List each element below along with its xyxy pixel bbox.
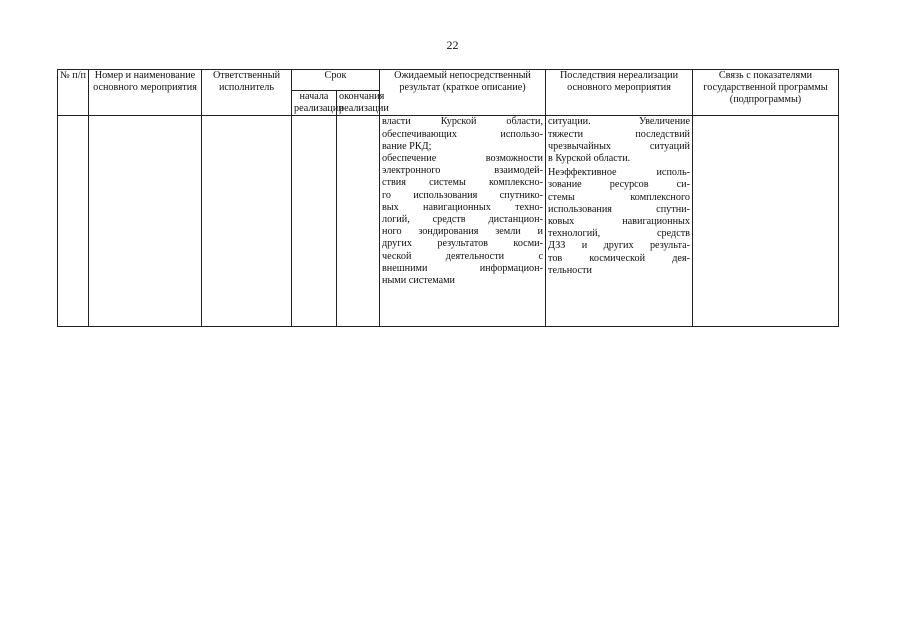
text-line: вых навигационных техно- bbox=[382, 201, 543, 213]
consequences-paragraph-1 bbox=[548, 116, 690, 165]
cell-consequences bbox=[546, 116, 693, 327]
text-line: го использования спутнико- bbox=[382, 189, 543, 201]
text-line: тяжести последствий bbox=[548, 128, 690, 140]
text-line: обеспечение возможности bbox=[382, 153, 543, 165]
page-number: 22 bbox=[446, 38, 459, 52]
text-line: вание РКД; bbox=[382, 140, 432, 152]
text-line: ного зондирования земли и bbox=[382, 226, 543, 238]
text-line: Неэффективное исполь- bbox=[548, 167, 690, 179]
activities-table bbox=[57, 69, 839, 327]
header-consequences: Последствия нереализации основного мероприятия bbox=[546, 70, 693, 116]
header-link: Связь с показателями государственной программы (подпрограммы) bbox=[693, 70, 839, 116]
text-line: ДЗЗ и других результа- bbox=[548, 240, 690, 252]
text-line: логий, средств дистанцион- bbox=[382, 214, 543, 226]
header-term-end: окончания реализации bbox=[337, 91, 380, 116]
text-line: других результатов косми- bbox=[382, 238, 543, 250]
text-line: ствия системы комплексно- bbox=[382, 177, 543, 189]
text-line: зование ресурсов си- bbox=[548, 179, 690, 191]
cell-link bbox=[693, 116, 839, 327]
text-line: ческой деятельности с bbox=[382, 250, 543, 262]
cell-term-start bbox=[292, 116, 337, 327]
header-term-start: начала реализации bbox=[292, 91, 337, 116]
table-row bbox=[58, 116, 839, 327]
text-line: электронного взаимодей- bbox=[382, 165, 543, 177]
cell-expected-result bbox=[380, 116, 546, 327]
cell-num bbox=[58, 116, 89, 327]
text-line: чрезвычайных ситуаций bbox=[548, 140, 690, 152]
header-num: № п/п bbox=[58, 70, 89, 116]
text-line: стемы комплексного bbox=[548, 191, 690, 203]
text-line: тов космической дея- bbox=[548, 252, 690, 264]
text-line: тельности bbox=[548, 264, 592, 276]
cell-name bbox=[89, 116, 202, 327]
text-line: в Курской области. bbox=[548, 153, 631, 165]
header-executor: Ответственный исполнитель bbox=[202, 70, 292, 116]
header-expected-result: Ожидаемый непосредственный результат (краткое описание) bbox=[380, 70, 546, 116]
text-line: ными системами bbox=[382, 275, 456, 287]
header-term: Срок bbox=[292, 70, 380, 91]
cell-term-end bbox=[337, 116, 380, 327]
text-line: внешними информацион- bbox=[382, 262, 543, 274]
text-line: ситуации. Увеличение bbox=[548, 116, 690, 128]
consequences-paragraph-2 bbox=[548, 167, 690, 277]
text-line: обеспечивающих использо- bbox=[382, 128, 543, 140]
text-line: использования спутни- bbox=[548, 203, 690, 215]
header-name: Номер и наименование основного мероприятия bbox=[89, 70, 202, 116]
text-line: власти Курской области, bbox=[382, 116, 543, 128]
cell-executor bbox=[202, 116, 292, 327]
text-line: ковых навигационных bbox=[548, 216, 690, 228]
text-line: технологий, средств bbox=[548, 228, 690, 240]
